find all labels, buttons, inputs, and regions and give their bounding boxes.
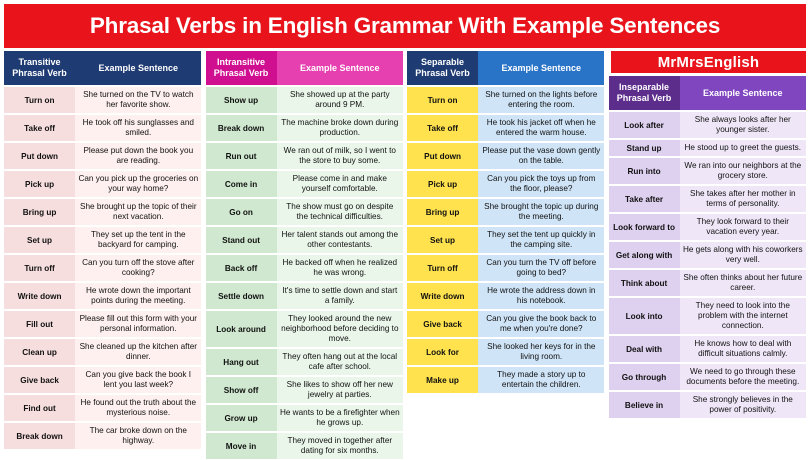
table-row	[609, 336, 807, 362]
table-row	[206, 433, 404, 459]
header-verb: Transitive Phrasal Verb	[4, 51, 75, 85]
verb-cell: Settle down	[206, 283, 277, 309]
sentence-cell: She strongly believes in the power of positivity.	[680, 392, 806, 418]
table-row	[407, 367, 605, 393]
header-sentence: Example Sentence	[478, 51, 604, 85]
table-row	[609, 270, 807, 296]
header-sentence: Example Sentence	[75, 51, 201, 85]
column-header	[206, 51, 404, 85]
verb-cell: Think about	[609, 270, 680, 296]
sentence-cell: Can you pick up the groceries on your way home?	[75, 171, 201, 197]
sentence-cell: Can you give back the book I lent you last week?	[75, 367, 201, 393]
verb-cell: Turn on	[407, 87, 478, 113]
sentence-cell: They made a story up to entertain the children.	[478, 367, 604, 393]
sentence-cell: She likes to show off her new jewelry at parties.	[277, 377, 403, 403]
table-row	[407, 171, 605, 197]
header-sentence: Example Sentence	[277, 51, 403, 85]
verb-cell: Turn off	[407, 255, 478, 281]
verb-cell: Take off	[4, 115, 75, 141]
table-row	[4, 199, 202, 225]
table-row	[609, 186, 807, 212]
sentence-cell: Can you give the book back to me when you're done?	[478, 311, 604, 337]
verb-cell: Stand up	[609, 140, 680, 156]
sentence-cell: They look forward to their vacation every year.	[680, 214, 806, 240]
column-header	[407, 51, 605, 85]
verb-cell: Turn off	[4, 255, 75, 281]
column-transitive	[4, 51, 202, 459]
table-row	[4, 339, 202, 365]
sentence-cell: He gets along with his coworkers very well.	[680, 242, 806, 268]
table-row	[206, 405, 404, 431]
verb-cell: Clean up	[4, 339, 75, 365]
table-row	[206, 311, 404, 347]
rows-intransitive	[206, 85, 404, 459]
column-header	[609, 76, 807, 110]
brand-badge	[611, 51, 806, 73]
verb-cell: Take off	[407, 115, 478, 141]
table-row	[609, 158, 807, 184]
columns-container	[0, 51, 810, 459]
sentence-cell: She brought the topic up during the meeting.	[478, 199, 604, 225]
verb-cell: Go on	[206, 199, 277, 225]
verb-cell: Back off	[206, 255, 277, 281]
verb-cell: Run out	[206, 143, 277, 169]
sentence-cell: They moved in together after dating for six months.	[277, 433, 403, 459]
sentence-cell: Her talent stands out among the other contestants.	[277, 227, 403, 253]
verb-cell: Look around	[206, 311, 277, 347]
verb-cell: Look into	[609, 298, 680, 334]
table-row	[4, 143, 202, 169]
sentence-cell: The machine broke down during production.	[277, 115, 403, 141]
header-verb: Intransitive Phrasal Verb	[206, 51, 277, 85]
sentence-cell: She brought up the topic of their next vacation.	[75, 199, 201, 225]
sentence-cell: She always looks after her younger sister.	[680, 112, 806, 138]
rows-transitive	[4, 85, 202, 449]
table-row	[4, 171, 202, 197]
table-row	[206, 377, 404, 403]
sentence-cell: Please put down the book you are reading.	[75, 143, 201, 169]
sentence-cell: The car broke down on the highway.	[75, 423, 201, 449]
rows-separable	[407, 85, 605, 393]
verb-cell: Show up	[206, 87, 277, 113]
verb-cell: Get along with	[609, 242, 680, 268]
verb-cell: Set up	[407, 227, 478, 253]
sentence-cell: He knows how to deal with difficult situations calmly.	[680, 336, 806, 362]
sentence-cell: She turned on the lights before entering the room.	[478, 87, 604, 113]
verb-cell: Make up	[407, 367, 478, 393]
verb-cell: Pick up	[4, 171, 75, 197]
verb-cell: Show off	[206, 377, 277, 403]
verb-cell: Turn on	[4, 87, 75, 113]
sentence-cell: He took his jacket off when he entered the warm house.	[478, 115, 604, 141]
verb-cell: Set up	[4, 227, 75, 253]
header-verb: Inseparable Phrasal Verb	[609, 76, 680, 110]
verb-cell: Give back	[407, 311, 478, 337]
table-row	[4, 87, 202, 113]
sentence-cell: Please put the vase down gently on the table.	[478, 143, 604, 169]
verb-cell: Write down	[4, 283, 75, 309]
table-row	[206, 199, 404, 225]
sentence-cell: He wrote down the important points during the meeting.	[75, 283, 201, 309]
table-row	[407, 255, 605, 281]
verb-cell: Go through	[609, 364, 680, 390]
verb-cell: Deal with	[609, 336, 680, 362]
verb-cell: Bring up	[4, 199, 75, 225]
sentence-cell: Please come in and make yourself comfortable.	[277, 171, 403, 197]
sentence-cell: Can you pick the toys up from the floor, please?	[478, 171, 604, 197]
table-row	[4, 311, 202, 337]
verb-cell: Move in	[206, 433, 277, 459]
verb-cell: Look forward to	[609, 214, 680, 240]
sentence-cell: The show must go on despite the technical difficulties.	[277, 199, 403, 225]
verb-cell: Bring up	[407, 199, 478, 225]
table-row	[609, 140, 807, 156]
sentence-cell: They set the tent up quickly in the camping site.	[478, 227, 604, 253]
sentence-cell: Can you turn the TV off before going to bed?	[478, 255, 604, 281]
table-row	[206, 87, 404, 113]
verb-cell: Put down	[407, 143, 478, 169]
header-verb: Separable Phrasal Verb	[407, 51, 478, 85]
table-row	[4, 255, 202, 281]
page-title: Phrasal Verbs in English Grammar With Example Sentences	[89, 13, 721, 38]
brand-label: MrMrsEnglish	[657, 53, 760, 71]
poster	[0, 4, 810, 460]
table-row	[206, 115, 404, 141]
sentence-cell: We ran into our neighbors at the grocery store.	[680, 158, 806, 184]
table-row	[609, 242, 807, 268]
sentence-cell: She turned on the TV to watch her favorite show.	[75, 87, 201, 113]
sentence-cell: It's time to settle down and start a family.	[277, 283, 403, 309]
table-row	[407, 227, 605, 253]
sentence-cell: They need to look into the problem with the internet connection.	[680, 298, 806, 334]
sentence-cell: They often hang out at the local cafe after school.	[277, 349, 403, 375]
table-row	[407, 87, 605, 113]
sentence-cell: He stood up to greet the guests.	[680, 140, 806, 156]
sentence-cell: He wants to be a firefighter when he grows up.	[277, 405, 403, 431]
sentence-cell: She cleaned up the kitchen after dinner.	[75, 339, 201, 365]
table-row	[206, 283, 404, 309]
sentence-cell: We ran out of milk, so I went to the store to buy some.	[277, 143, 403, 169]
verb-cell: Look for	[407, 339, 478, 365]
table-row	[206, 349, 404, 375]
table-row	[609, 392, 807, 418]
sentence-cell: He wrote the address down in his notebook.	[478, 283, 604, 309]
table-row	[4, 423, 202, 449]
sentence-cell: He took off his sunglasses and smiled.	[75, 115, 201, 141]
table-row	[206, 171, 404, 197]
sentence-cell: Can you turn off the stove after cooking?	[75, 255, 201, 281]
verb-cell: Put down	[4, 143, 75, 169]
table-row	[609, 214, 807, 240]
verb-cell: Look after	[609, 112, 680, 138]
verb-cell: Write down	[407, 283, 478, 309]
table-row	[407, 311, 605, 337]
table-row	[407, 143, 605, 169]
table-row	[206, 227, 404, 253]
sentence-cell: We need to go through these documents before the meeting.	[680, 364, 806, 390]
verb-cell: Pick up	[407, 171, 478, 197]
sentence-cell: Please fill out this form with your personal information.	[75, 311, 201, 337]
column-header	[4, 51, 202, 85]
column-intransitive	[206, 51, 404, 459]
table-row	[609, 364, 807, 390]
verb-cell: Run into	[609, 158, 680, 184]
sentence-cell: They looked around the new neighborhood before deciding to move.	[277, 311, 403, 347]
title-bar	[4, 4, 806, 48]
header-sentence: Example Sentence	[680, 76, 806, 110]
sentence-cell: She showed up at the party around 9 PM.	[277, 87, 403, 113]
sentence-cell: He backed off when he realized he was wrong.	[277, 255, 403, 281]
sentence-cell: They set up the tent in the backyard for camping.	[75, 227, 201, 253]
table-row	[407, 115, 605, 141]
verb-cell: Stand out	[206, 227, 277, 253]
verb-cell: Come in	[206, 171, 277, 197]
table-row	[4, 283, 202, 309]
rows-inseparable	[609, 110, 807, 418]
table-row	[407, 283, 605, 309]
table-row	[4, 115, 202, 141]
verb-cell: Give back	[4, 367, 75, 393]
verb-cell: Grow up	[206, 405, 277, 431]
sentence-cell: She looked her keys for in the living room.	[478, 339, 604, 365]
sentence-cell: She often thinks about her future career.	[680, 270, 806, 296]
sentence-cell: He found out the truth about the mysterious noise.	[75, 395, 201, 421]
sentence-cell: She takes after her mother in terms of personality.	[680, 186, 806, 212]
verb-cell: Hang out	[206, 349, 277, 375]
table-row	[206, 255, 404, 281]
verb-cell: Fill out	[4, 311, 75, 337]
table-row	[407, 199, 605, 225]
verb-cell: Break down	[206, 115, 277, 141]
table-row	[407, 339, 605, 365]
table-row	[4, 367, 202, 393]
verb-cell: Take after	[609, 186, 680, 212]
verb-cell: Break down	[4, 423, 75, 449]
table-row	[4, 227, 202, 253]
table-row	[4, 395, 202, 421]
verb-cell: Find out	[4, 395, 75, 421]
table-row	[206, 143, 404, 169]
table-row	[609, 298, 807, 334]
table-row	[609, 112, 807, 138]
verb-cell: Believe in	[609, 392, 680, 418]
column-separable	[407, 51, 605, 459]
column-inseparable	[609, 76, 807, 459]
